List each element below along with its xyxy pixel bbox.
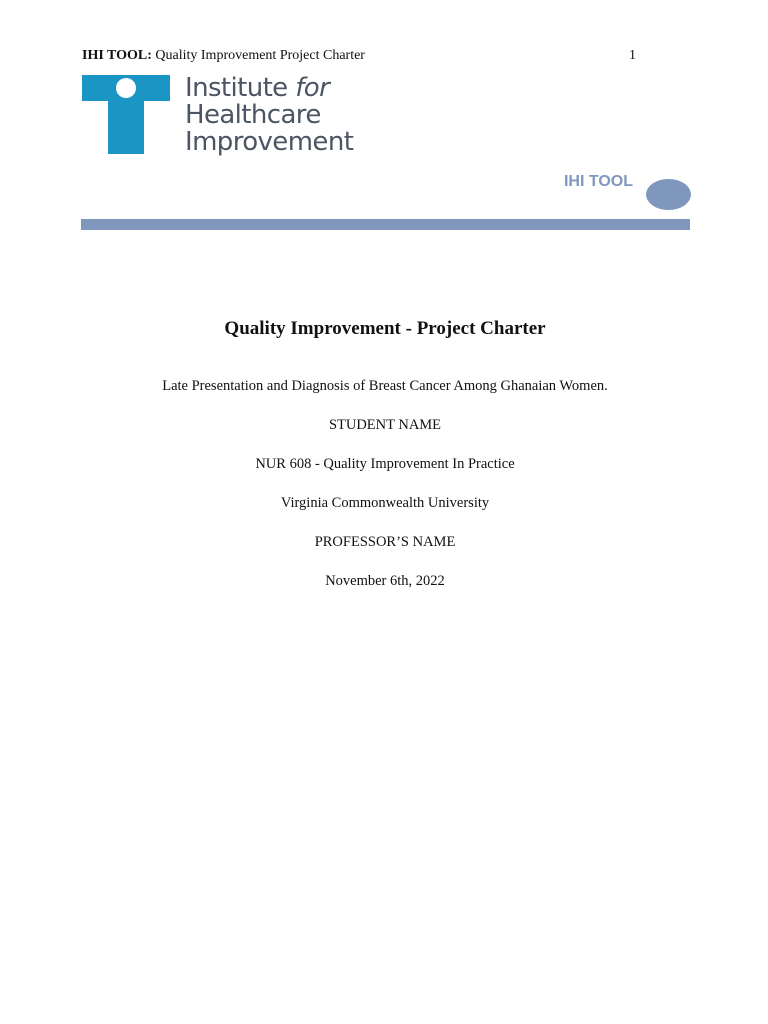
university-name: Virginia Commonwealth University	[280, 495, 490, 511]
header-title: Quality Improvement Project Charter	[155, 48, 365, 63]
running-header	[82, 47, 636, 67]
header-rule	[81, 219, 690, 230]
logo-line1: Institute	[185, 73, 296, 103]
ihi-tool-label: IHI TOOL	[563, 173, 633, 190]
professor-name: PROFESSOR’S NAME	[314, 534, 456, 550]
decorative-oval-icon	[646, 179, 691, 210]
logo-line2: Healthcare	[185, 100, 321, 130]
logo-line3: Improvement	[185, 127, 354, 157]
ihi-logo-mark-icon	[82, 75, 172, 155]
document-title: Quality Improvement - Project Charter	[224, 318, 546, 339]
student-name: STUDENT NAME	[328, 417, 442, 433]
document-subtitle: Late Presentation and Diagnosis of Breast Cancer Among Ghanaian Women.	[162, 378, 608, 394]
page-number: 1	[629, 48, 636, 63]
header-label: IHI TOOL:	[82, 48, 152, 63]
ihi-logo	[82, 75, 382, 165]
logo-line1-italic: for	[295, 73, 330, 103]
logo-wordmark	[185, 75, 353, 156]
document-date: November 6th, 2022	[325, 573, 445, 589]
title-block	[82, 316, 688, 611]
course-name: NUR 608 - Quality Improvement In Practice	[255, 456, 515, 472]
